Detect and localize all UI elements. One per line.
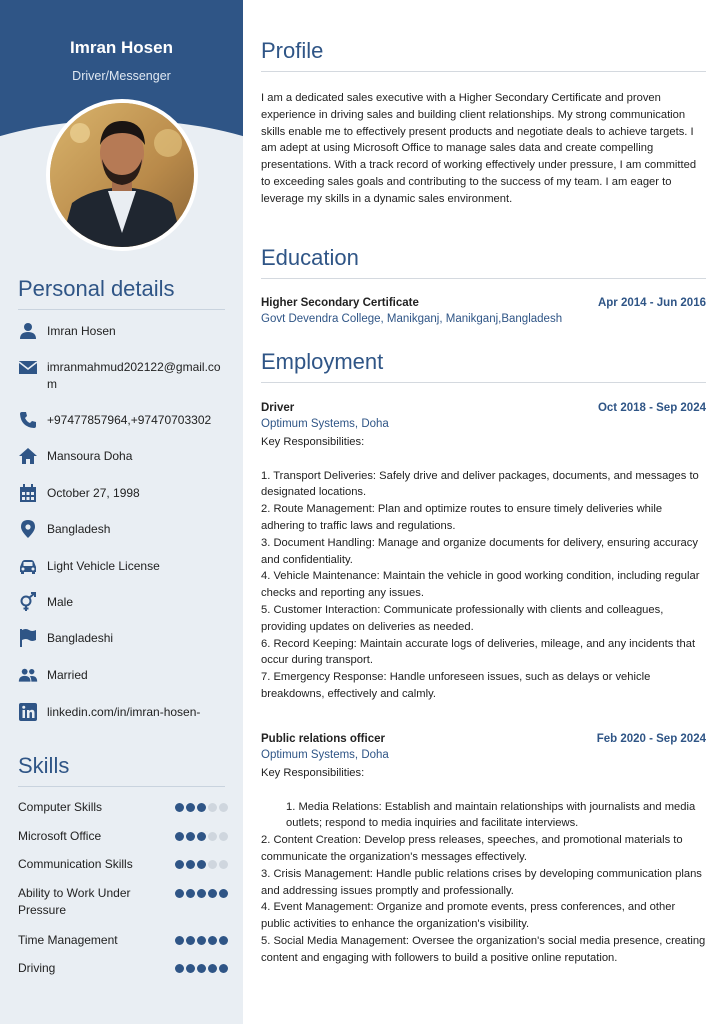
skill-name: Time Management: [18, 933, 118, 947]
responsibility-item: 2. Route Management: Plan and optimize routes to ensure timely deliveries while adhering to traffic laws and regulations.: [261, 503, 663, 532]
skill-dot-filled: [175, 832, 184, 841]
responsibility-item: 5. Customer Interaction: Communicate professionally with clients and colleagues, providing updates on deliveries as needed.: [261, 603, 664, 633]
skill-dot-filled: [208, 889, 217, 898]
responsibility-item: 2. Content Creation: Develop press releases, speeches, and promotional materials to communicate the organization's messages effectively.: [261, 834, 683, 863]
personal-item-marital-status: [18, 667, 228, 685]
personal-item-text: +97477857964,+97470703302: [47, 413, 212, 427]
skill-name: Driving: [18, 961, 56, 975]
sidebar: [0, 0, 243, 1024]
skill-dot-empty: [208, 832, 217, 841]
user-icon: [18, 321, 38, 341]
skill-dot-filled: [175, 936, 184, 945]
gender-icon: [18, 592, 38, 612]
skill-dot-filled: [197, 803, 206, 812]
job-employer: Optimum Systems, Doha: [261, 418, 389, 430]
skill-dot-filled: [219, 964, 228, 973]
skill-dot-filled: [186, 803, 195, 812]
skill-row: [18, 960, 228, 977]
personal-details-title: Personal details: [18, 276, 175, 301]
skill-row: [18, 856, 228, 873]
skill-dot-filled: [186, 964, 195, 973]
skills-title: Skills: [18, 753, 70, 778]
skill-dot-filled: [186, 936, 195, 945]
skill-dot-filled: [197, 964, 206, 973]
skill-level-dots: [175, 936, 228, 945]
employment-entry-header: [261, 402, 706, 414]
job-employer: Optimum Systems, Doha: [261, 749, 389, 761]
skill-dot-filled: [186, 860, 195, 869]
personal-item-text: linkedin.com/in/imran-hosen-: [47, 705, 201, 719]
personal-item-gender: [18, 594, 228, 612]
skill-dot-filled: [175, 803, 184, 812]
personal-item-text: Light Vehicle License: [47, 559, 160, 573]
job-responsibilities: [261, 434, 706, 703]
education-date: Apr 2014 - Jun 2016: [597, 297, 706, 309]
skill-dot-filled: [219, 936, 228, 945]
skill-level-dots: [175, 889, 228, 898]
responsibility-item: 5. Social Media Management: Oversee the organization's social media presence, creating content and engaging with followers to build a positive online reputation.: [261, 934, 706, 964]
skill-row: [18, 932, 228, 949]
skill-name: Microsoft Office: [18, 829, 102, 843]
personal-item-birthdate: [18, 485, 228, 503]
skill-dot-empty: [219, 860, 228, 869]
responsibility-item: 3. Document Handling: Manage and organize documents for delivery, ensuring accuracy and confidentiality.: [261, 536, 698, 566]
skill-dot-empty: [219, 832, 228, 841]
skill-dot-filled: [186, 889, 195, 898]
responsibility-item: 7. Emergency Response: Handle unforeseen issues, such as delays or vehicle breakdowns, effectively and calmly.: [261, 671, 651, 700]
home-icon: [18, 446, 38, 466]
personal-item-text: Male: [47, 595, 74, 609]
personal-item-text: Bangladesh: [47, 522, 111, 536]
skill-dot-filled: [197, 832, 206, 841]
skill-dot-filled: [186, 832, 195, 841]
personal-item-birthplace: [18, 521, 228, 539]
personal-item-email: [18, 359, 228, 393]
profile-text: I am a dedicated sales executive with a Higher Secondary Certificate and proven experience in driving sales and building client relationships. My strong communication skills enable me to effectively present products and negotiate deals to achieve targets. I am adept at using Microsoft Office to manage sales data and create compelling presentations. With a track record of working effectively under pressure, I am committed to exceeding sales goals and contributing to the success of my team. I am eager to leverage my skills in a dynamic sales environment.: [261, 92, 697, 205]
responsibility-item: 3. Crisis Management: Handle public relations crises by developing communication plans and addressing issues promptly and professionally.: [261, 867, 702, 897]
skill-name: Communication Skills: [18, 857, 133, 871]
calendar-icon: [18, 483, 38, 503]
job-responsibilities: [261, 765, 706, 967]
personal-item-text: imranmahmud202122@gmail.com: [47, 360, 221, 391]
employment-title: Employment: [261, 349, 384, 374]
profile-title: Profile: [261, 38, 324, 63]
skill-dot-filled: [197, 936, 206, 945]
personal-details-divider: [18, 309, 225, 310]
personal-item-nationality: [18, 630, 228, 648]
skill-dot-filled: [208, 964, 217, 973]
candidate-role: Driver/Messenger: [72, 69, 171, 83]
car-icon: [18, 556, 38, 576]
flag-icon: [18, 628, 38, 648]
skill-dot-filled: [175, 860, 184, 869]
skill-level-dots: [175, 860, 228, 869]
skill-dot-filled: [197, 889, 206, 898]
skill-dot-empty: [208, 860, 217, 869]
skill-dot-filled: [197, 860, 206, 869]
linkedin-icon: [18, 702, 38, 722]
personal-item-phone: [18, 412, 228, 430]
personal-item-license: [18, 558, 228, 576]
employment-divider: [261, 382, 706, 383]
profile-photo-illustration: [50, 103, 194, 247]
responsibilities-lead: Key Responsibilities:: [261, 436, 365, 448]
personal-item-text: Bangladeshi: [47, 631, 114, 645]
skill-row: [18, 799, 228, 816]
personal-item-linkedin: [18, 704, 228, 722]
skill-row: [18, 885, 228, 919]
location-pin-icon: [18, 519, 38, 539]
skill-dot-filled: [219, 889, 228, 898]
job-date: Feb 2020 - Sep 2024: [596, 733, 706, 745]
skill-dot-filled: [208, 936, 217, 945]
responsibility-item: 1. Media Relations: Establish and maintain relationships with journalists and media outlets; respond to media inquiries and facilitate interviews.: [286, 800, 696, 830]
skill-dot-empty: [219, 803, 228, 812]
profile-photo: [46, 99, 198, 251]
education-degree: Higher Secondary Certificate: [261, 297, 419, 309]
skill-level-dots: [175, 832, 228, 841]
responsibility-item: 4. Event Management: Organize and promote events, press conferences, and other public activities to enhance the organization's visibility.: [261, 901, 676, 931]
responsibilities-lead: Key Responsibilities:: [261, 767, 365, 779]
personal-item-name: [18, 323, 228, 341]
job-title: Public relations officer: [261, 733, 385, 745]
personal-item-text: Mansoura Doha: [47, 449, 133, 463]
education-title: Education: [261, 245, 359, 270]
skill-name: Computer Skills: [18, 800, 103, 814]
people-icon: [18, 665, 38, 685]
skill-dot-filled: [175, 964, 184, 973]
skill-row: [18, 828, 228, 845]
skills-divider: [18, 786, 225, 787]
skill-name: Ability to Work Under Pressure: [18, 886, 131, 917]
skill-level-dots: [175, 803, 228, 812]
personal-item-text: Married: [47, 668, 88, 682]
skill-dot-empty: [208, 803, 217, 812]
profile-divider: [261, 71, 706, 72]
education-entry-header: [261, 297, 706, 309]
employment-entry-header: [261, 733, 706, 745]
job-date: Oct 2018 - Sep 2024: [597, 402, 706, 414]
email-icon: [18, 357, 38, 377]
responsibility-item: 6. Record Keeping: Maintain accurate logs of deliveries, mileage, and any incidents that occur during transport.: [261, 637, 696, 667]
candidate-name: Imran Hosen: [70, 38, 173, 57]
skill-level-dots: [175, 964, 228, 973]
education-divider: [261, 278, 706, 279]
personal-item-text: Imran Hosen: [47, 324, 116, 338]
personal-item-text: October 27, 1998: [47, 486, 140, 500]
phone-icon: [18, 410, 38, 430]
job-title: Driver: [261, 402, 295, 414]
responsibility-item: 4. Vehicle Maintenance: Maintain the vehicle in good working condition, including regular checks and reporting any issues.: [261, 570, 700, 600]
personal-item-address: [18, 448, 228, 466]
education-school: Govt Devendra College, Manikganj, Manikganj,Bangladesh: [261, 313, 563, 325]
responsibility-item: 1. Transport Deliveries: Safely drive and deliver packages, documents, and messages to designated locations.: [261, 469, 699, 499]
skill-dot-filled: [175, 889, 184, 898]
